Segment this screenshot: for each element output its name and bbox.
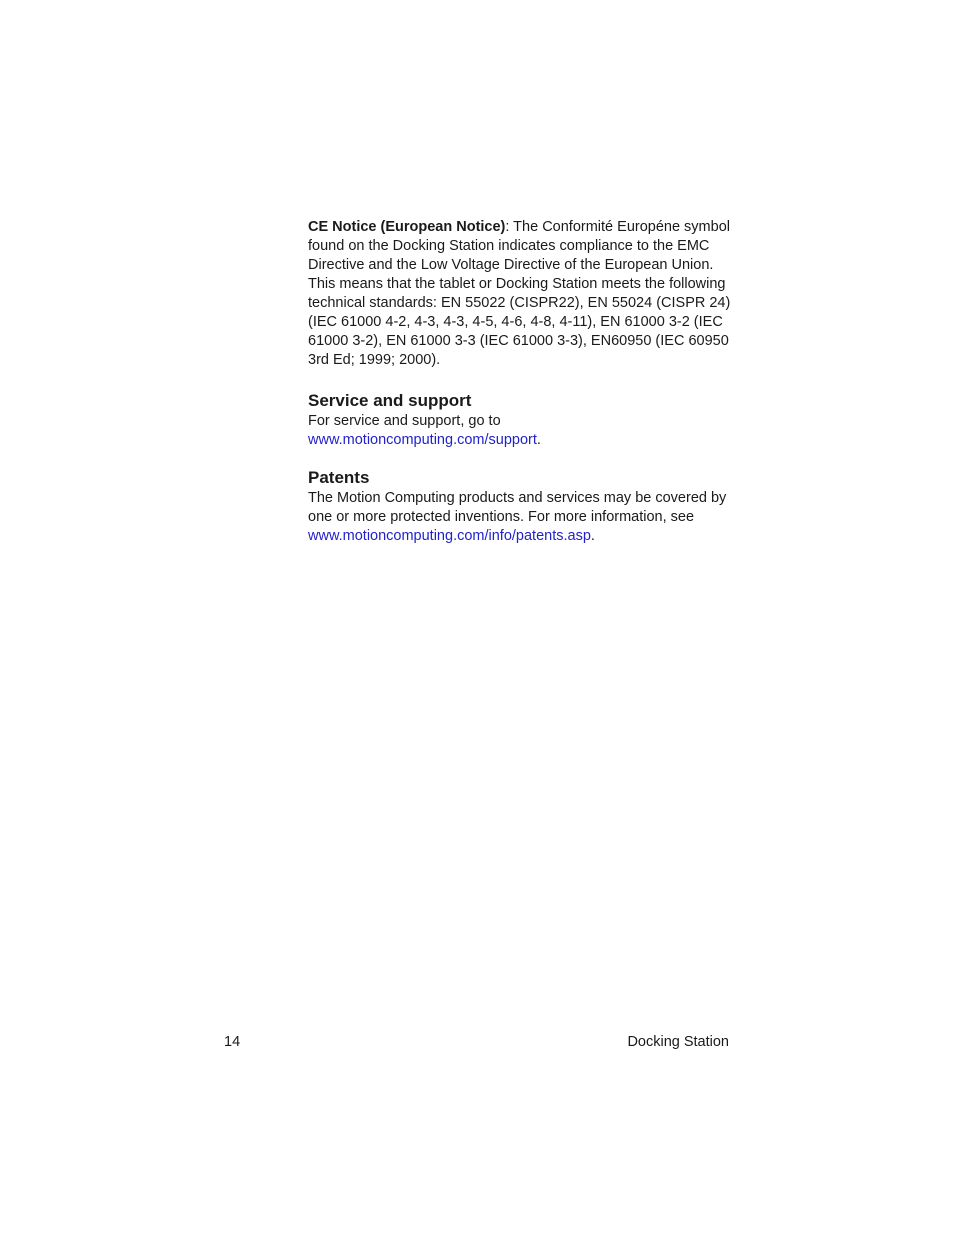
ce-notice-label: CE Notice (European Notice) — [308, 219, 506, 235]
patents-paragraph — [308, 489, 732, 546]
patents-section — [308, 467, 732, 546]
ce-notice-paragraph — [308, 218, 732, 370]
service-heading: Service and support — [308, 391, 472, 410]
patents-trail: . — [590, 528, 595, 544]
page-number: 14 — [224, 1034, 241, 1050]
patents-heading: Patents — [308, 468, 370, 487]
footer-title: Docking Station — [627, 1034, 729, 1050]
service-text: For service and support, go to — [308, 413, 501, 429]
document-body — [308, 218, 732, 546]
service-section — [308, 390, 732, 450]
service-trail: . — [536, 432, 541, 448]
service-paragraph — [308, 412, 732, 450]
patents-text: The Motion Computing products and services may be covered by one or more protected inventions. For more information, see — [308, 490, 727, 525]
patents-link[interactable]: www.motioncomputing.com/info/patents.asp — [308, 528, 591, 544]
support-link[interactable]: www.motioncomputing.com/support — [308, 432, 537, 448]
ce-notice-text: : The Conformité Européne symbol found on the Docking Station indicates compliance to the EMC Directive and the Low Voltage Directive of the European Union. This means that the tablet or Docking Station meets the following technical standards: EN 55022 (CISPR22), EN 55024 (CISPR 24) (IEC 61000 4-2, 4-3, 4-3, 4-5, 4-6, 4-8, 4-11), EN 61000 3-2 (IEC 61000 3-2), EN 61000 3-3 (IEC 61000 3-3), EN60950 (IEC 60950 3rd Ed; 1999; 2000). — [308, 219, 731, 368]
